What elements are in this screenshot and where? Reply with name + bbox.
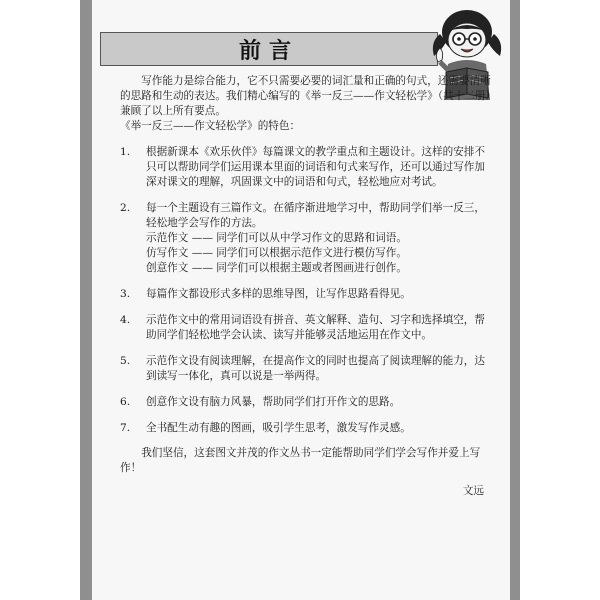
feature-item-1: [120, 145, 492, 190]
item-text: 全书配生动有趣的图画，吸引学生思考，激发写作灵感。: [146, 422, 411, 434]
item-text: 示范作文中的常用词语设有拼音、英文解释、造句、习字和选择填空，帮助同学们轻松地学会认读、读写并能够灵活地运用在作文中。: [146, 314, 485, 341]
item-number: 6.: [120, 396, 131, 408]
sub-item-creative-essay: 创意作文 —— 同学们可以根据主题或者图画进行创作。: [146, 262, 407, 274]
feature-item-6: [120, 395, 492, 410]
item-text: 每一个主题设有三篇作文。在循序渐进地学习中，帮助同学们举一反三，轻松地学会写作的方法。: [146, 202, 485, 229]
feature-item-5: [120, 354, 492, 384]
item-text: 创意作文设有脑力风暴，帮助同学们打开作文的思路。: [146, 396, 401, 408]
feature-item-7: [120, 421, 492, 436]
item-text: 根据新课本《欢乐伙伴》每篇课文的教学重点和主题设计。这样的安排不只可以帮助同学们运用课本里面的词语和句式来写作，还可以通过写作加深对课文的理解，巩固课文中的词语和句式，轻松地应对考试。: [146, 146, 485, 188]
sub-item-model-essay: 示范作文 —— 同学们可以从中学习作文的思路和词语。: [146, 232, 407, 244]
item-number: 5.: [120, 355, 131, 367]
preface-content: [120, 74, 492, 499]
author-signature: 文远: [462, 485, 484, 497]
item-number: 3.: [120, 288, 131, 300]
item-text: 每篇作文都设形式多样的思维导图，让写作思路看得见。: [146, 288, 411, 300]
item-number: 2.: [120, 202, 131, 214]
closing-paragraph: 我们坚信，这套图文并茂的作文丛书一定能帮助同学们学会写作并爱上写作！: [120, 447, 481, 474]
page-title: 前言: [238, 38, 299, 64]
feature-item-2: [120, 201, 492, 276]
feature-item-3: [120, 287, 492, 302]
title-bar: [100, 32, 438, 66]
item-number: 1.: [120, 146, 131, 158]
sub-item-imitation-essay: 仿写作文 —— 同学们可以根据示范作文进行模仿写作。: [146, 247, 407, 259]
intro-paragraph: 写作能力是综合能力，它不只需要必要的词汇量和正确的句式，还需要清晰的思路和生动的表达。我们精心编写的《举一反三——作文轻松学》（共十二册）兼顾了以上所有要点。: [120, 75, 491, 117]
item-number: 4.: [120, 314, 131, 326]
item-number: 7.: [120, 422, 131, 434]
features-heading: 《举一反三——作文轻松学》的特色：: [120, 120, 301, 132]
item-text: 示范作文设有阅读理解，在提高作文的同时也提高了阅读理解的能力，达到读写一体化，真可以说是一举两得。: [146, 355, 485, 382]
feature-item-4: [120, 313, 492, 343]
